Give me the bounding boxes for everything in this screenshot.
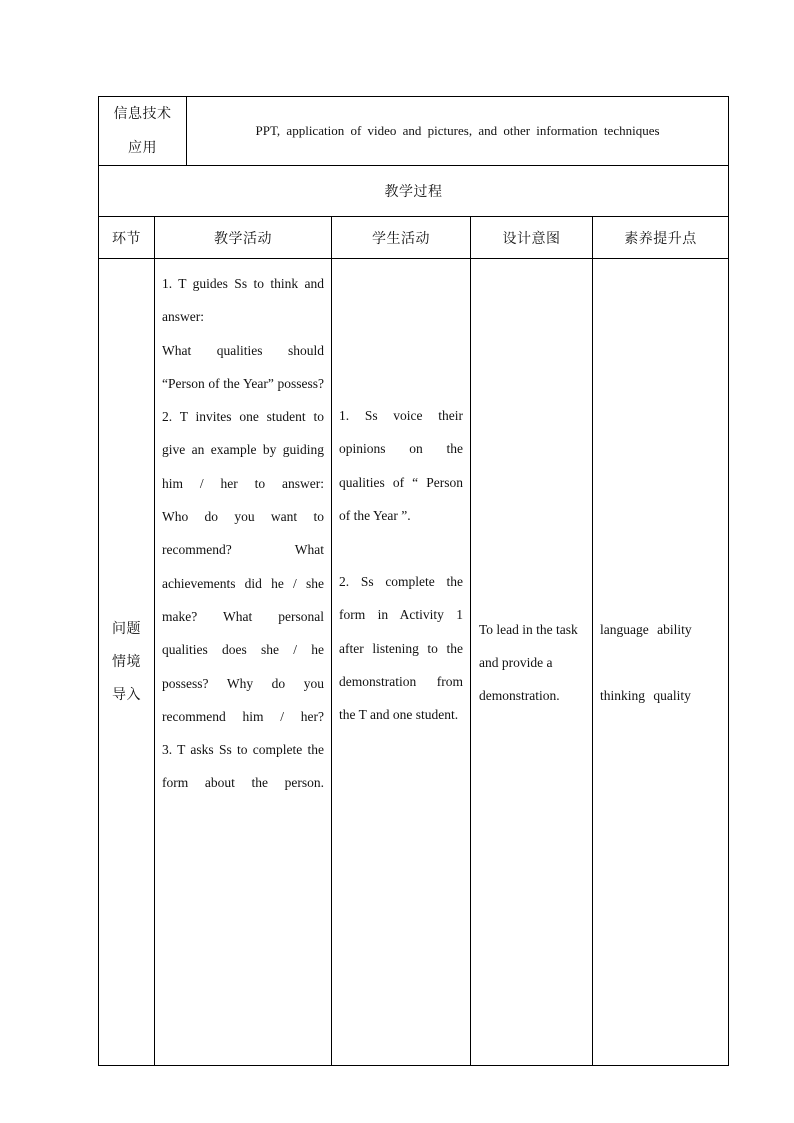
info-tech-label-line2: 应用 <box>128 140 157 156</box>
student-step-1: 1. Ss voice their opinions on the qualities of “ Person of the Year ”. <box>339 408 463 523</box>
teaching-step-3: 3. T asks Ss to complete the form about the person. <box>162 742 324 791</box>
stage-line1: 问题 <box>112 620 141 637</box>
header-teaching-activity: 教学活动 <box>155 217 332 259</box>
section-title: 教学过程 <box>99 166 729 217</box>
literacy-points-cell <box>593 259 729 1066</box>
teaching-question-2: Who do you want to recommend? What achievements did he / she make? What personal qualities does she / he possess? Why do you recommend him / her? <box>162 509 324 724</box>
teaching-question-1: What qualities should “Person of the Year” possess? <box>162 342 324 391</box>
design-intent-cell: To lead in the task and provide a demonstration. <box>471 259 593 1066</box>
header-row <box>99 217 729 259</box>
info-tech-row <box>99 97 729 166</box>
lesson-plan-table <box>98 96 729 1066</box>
info-tech-content: PPT, application of video and pictures, and other information techniques <box>187 97 729 166</box>
literacy-point-2: thinking quality <box>600 687 691 703</box>
header-student-activity: 学生活动 <box>332 217 471 259</box>
spacer <box>600 646 721 679</box>
stage-line3: 导入 <box>112 686 141 703</box>
header-literacy-points: 素养提升点 <box>593 217 729 259</box>
info-tech-label-line1: 信息技术 <box>113 106 172 122</box>
stage-cell <box>99 259 155 1066</box>
header-stage: 环节 <box>99 217 155 259</box>
teaching-step-2: 2. T invites one student to give an example by guiding him / her to answer: <box>162 409 324 491</box>
document-page <box>98 96 728 1066</box>
spacer <box>339 532 463 565</box>
table-row <box>99 259 729 1066</box>
header-design-intent: 设计意图 <box>471 217 593 259</box>
section-title-row <box>99 166 729 217</box>
teaching-activity-cell <box>155 259 332 1066</box>
stage-line2: 情境 <box>112 653 141 670</box>
student-step-2: 2. Ss complete the form in Activity 1 after listening to the demonstration from the T and one student. <box>339 574 463 723</box>
info-tech-label <box>99 97 187 166</box>
teaching-step-1: 1. T guides Ss to think and answer: <box>162 276 324 325</box>
literacy-point-1: language ability <box>600 621 692 637</box>
student-activity-cell <box>332 259 471 1066</box>
